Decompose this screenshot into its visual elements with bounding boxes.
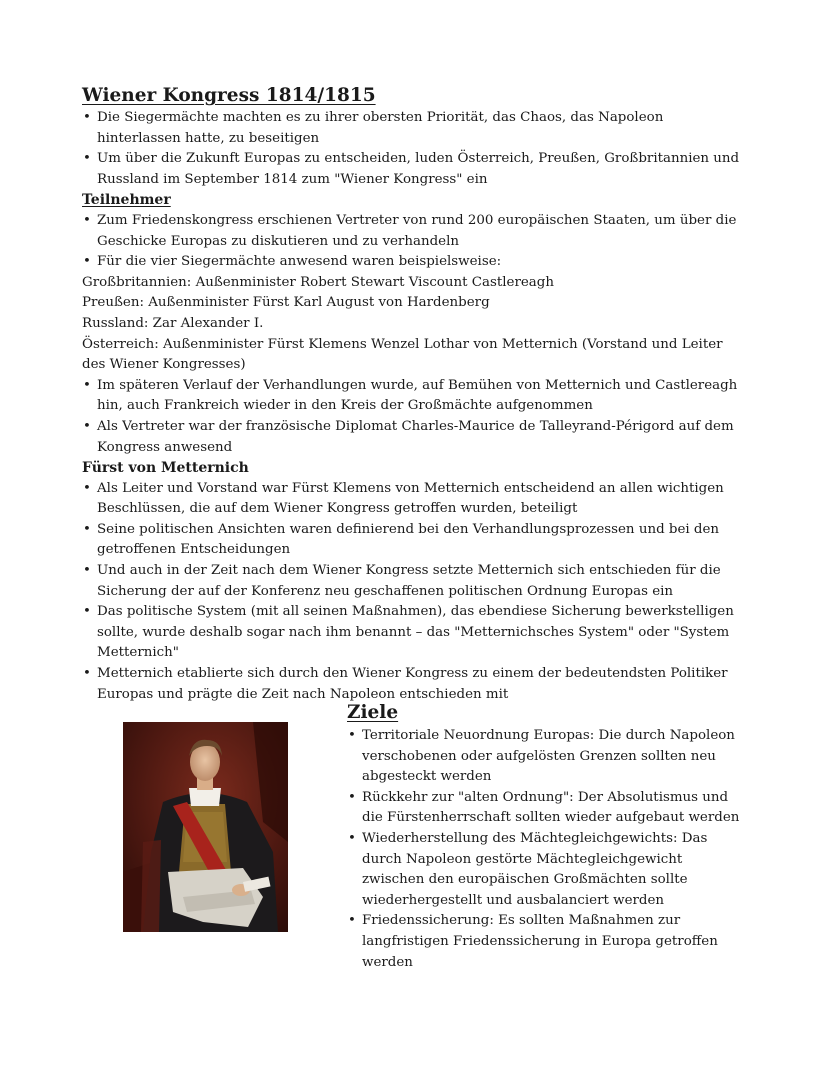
delegate-line: Österreich: Außenminister Fürst Klemens Wenzel Lothar von Metternich (Vorstand und Leiter des Wiener Kongresses) (82, 336, 723, 373)
document-page (82, 84, 750, 705)
delegate-line: Russland: Zar Alexander I. (82, 315, 264, 331)
list-item: • Als Vertreter war der französische Diplomat Charles-Maurice de Talleyrand-Périgord auf dem Kongress anwesend (82, 417, 750, 458)
list-item: • Wiederherstellung des Mächtegleichgewichts: Das durch Napoleon gestörte Mächtegleichgewicht zwischen den europäischen Großmächten sollte wiederhergestellt und ausbalanciert werden (347, 829, 743, 911)
teilnehmer-list (82, 211, 750, 273)
section-heading-metternich: Fürst von Metternich (82, 460, 249, 477)
list-item: • Metternich etablierte sich durch den Wiener Kongress zu einem der bedeutendsten Politiker Europas und prägte die Zeit nach Napoleon entschieden mit (82, 664, 750, 705)
list-item: • Seine politischen Ansichten waren definierend bei den Verhandlungsprozessen und bei den getroffenen Entscheidungen (82, 520, 750, 561)
metternich-portrait (123, 722, 288, 932)
list-item: • Als Leiter und Vorstand war Fürst Klemens von Metternich entscheidend an allen wichtigen Beschlüssen, die auf dem Wiener Kongress getroffen wurden, beteiligt (82, 479, 750, 520)
intro-list (82, 108, 750, 190)
section-heading-teilnehmer: Teilnehmer (82, 192, 171, 209)
metternich-list (82, 479, 750, 706)
delegate-line: Großbritannien: Außenminister Robert Stewart Viscount Castlereagh (82, 274, 554, 290)
list-item: • Für die vier Siegermächte anwesend waren beispielsweise: (82, 252, 750, 273)
list-item: • Friedenssicherung: Es sollten Maßnahmen zur langfristigen Friedenssicherung in Europa getroffen werden (347, 911, 743, 973)
section-heading-ziele: Ziele (347, 702, 399, 723)
list-item: • Rückkehr zur "alten Ordnung": Der Absolutismus und die Fürstenherrschaft sollten wieder aufgebaut werden (347, 788, 743, 829)
list-item: • Im späteren Verlauf der Verhandlungen wurde, auf Bemühen von Metternich und Castlereagh hin, auch Frankreich wieder in den Kreis der Großmächte aufgenommen (82, 376, 750, 417)
portrait-image (123, 722, 288, 932)
ziele-list (347, 726, 743, 973)
list-item: • Um über die Zukunft Europas zu entscheiden, luden Österreich, Preußen, Großbritannien und Russland im September 1814 zum "Wiener Kongress" ein (82, 149, 750, 190)
teilnehmer-list-2 (82, 376, 750, 458)
list-item: • Das politische System (mit all seinen Maßnahmen), das ebendiese Sicherung bewerkstelligen sollte, wurde deshalb sogar nach ihm benannt – das "Metternichsches System" oder "System Metternich" (82, 602, 750, 664)
ziele-section (347, 700, 743, 973)
list-item: • Territoriale Neuordnung Europas: Die durch Napoleon verschobenen oder aufgelösten Grenzen sollten neu abgesteckt werden (347, 726, 743, 788)
list-item: • Und auch in der Zeit nach dem Wiener Kongress setzte Metternich sich entschieden für die Sicherung der auf der Konferenz neu geschaffenen politischen Ordnung Europas ein (82, 561, 750, 602)
list-item: • Zum Friedenskongress erschienen Vertreter von rund 200 europäischen Staaten, um über die Geschicke Europas zu diskutieren und zu verhandeln (82, 211, 750, 252)
page-title: Wiener Kongress 1814/1815 (82, 85, 376, 106)
list-item: • Die Siegermächte machten es zu ihrer obersten Priorität, das Chaos, das Napoleon hinterlassen hatte, zu beseitigen (82, 108, 750, 149)
delegate-line: Preußen: Außenminister Fürst Karl August von Hardenberg (82, 295, 490, 311)
